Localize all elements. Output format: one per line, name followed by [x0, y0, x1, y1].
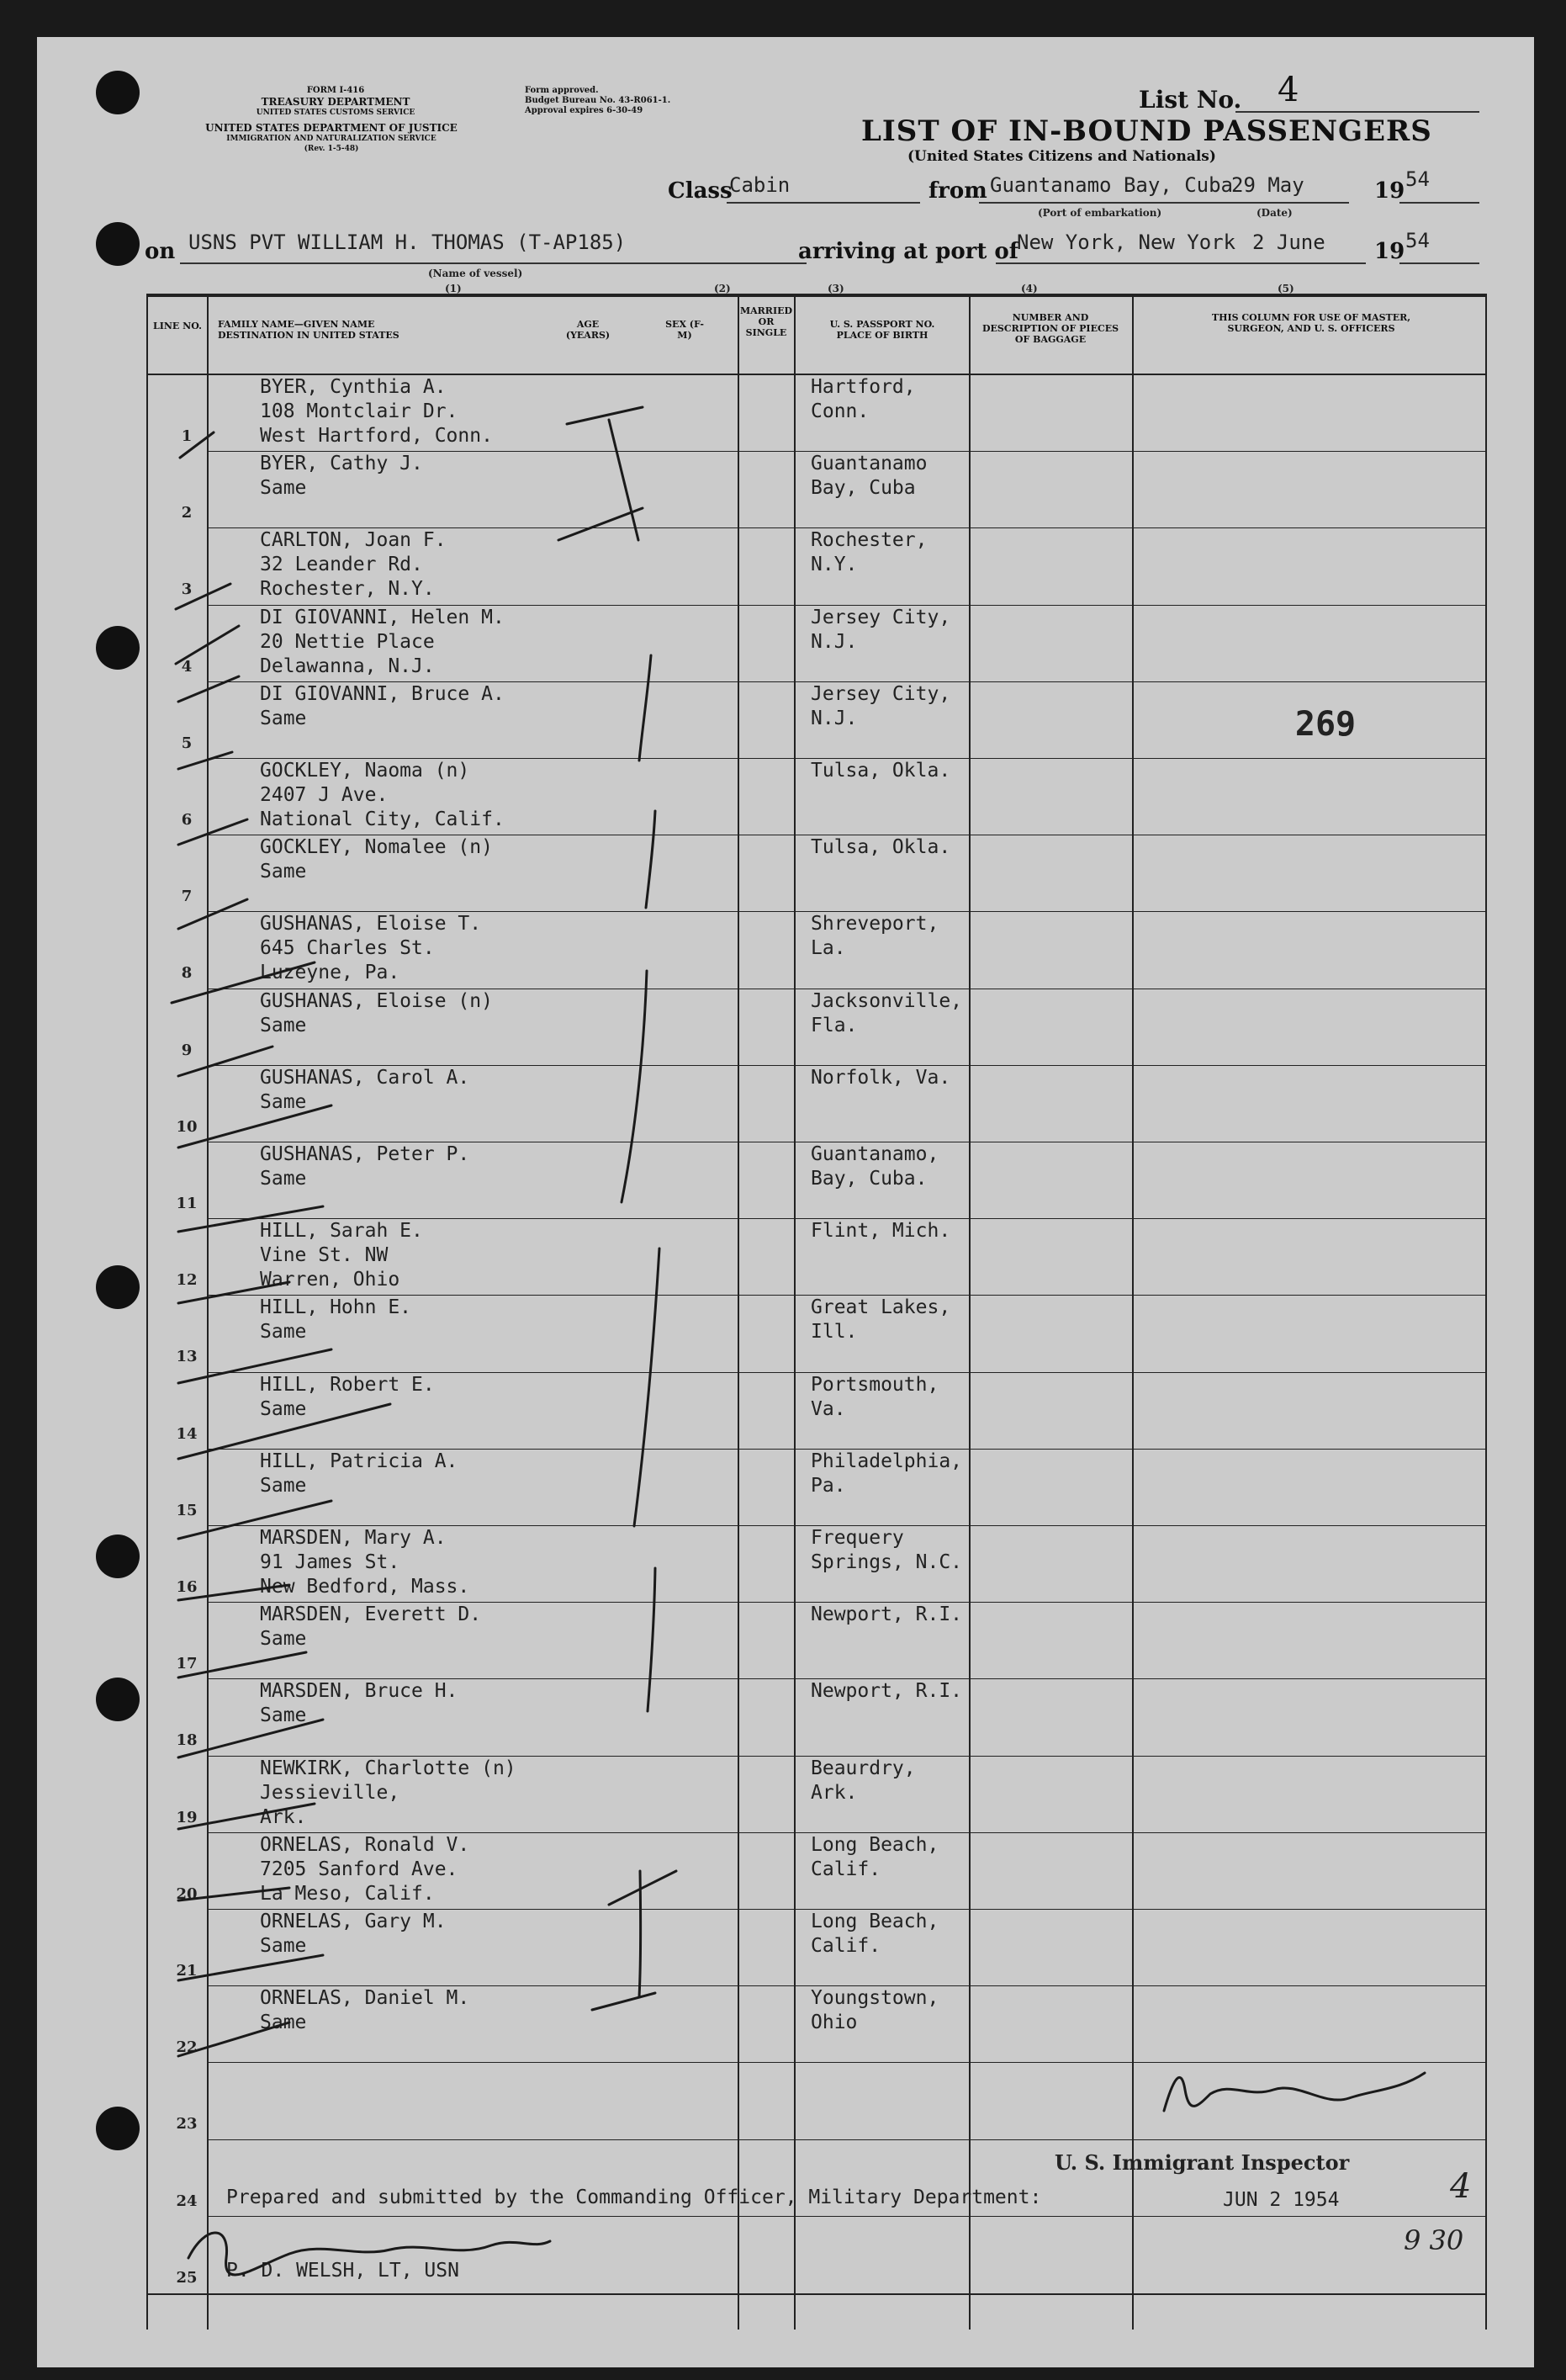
- place-of-birth: Jersey City, N.J.: [811, 606, 951, 653]
- passenger-name-destination: GUSHANAS, Peter P. Same: [260, 1143, 470, 1190]
- line-number: 7: [181, 888, 193, 906]
- header-married: MARRIED OR SINGLE: [739, 305, 793, 338]
- passenger-name-destination: GUSHANAS, Carol A. Same: [260, 1066, 470, 1113]
- justice-dept: UNITED STATES DEPARTMENT OF JUSTICE: [205, 122, 458, 134]
- place-of-birth: Beaurdry, Ark.: [811, 1757, 916, 1804]
- list-no-label: List No.: [1139, 86, 1242, 114]
- line-number: 1: [181, 427, 193, 445]
- place-of-birth: Newport, R.I.: [811, 1603, 963, 1626]
- passenger-name-destination: HILL, Patricia A. Same: [260, 1450, 458, 1497]
- line-number: 13: [176, 1348, 198, 1366]
- passenger-name-destination: HILL, Robert E. Same: [260, 1373, 435, 1420]
- line-number: 3: [181, 580, 193, 599]
- place-of-birth: Rochester, N.Y.: [811, 529, 928, 576]
- table-row: [146, 2217, 1486, 2293]
- place-of-birth: Newport, R.I.: [811, 1680, 963, 1703]
- header-line-no: LINE NO.: [153, 321, 202, 331]
- col-num-1: (1): [445, 283, 462, 294]
- line-number: 24: [176, 2192, 198, 2210]
- line-number: 5: [181, 734, 193, 752]
- vessel-underline: [180, 262, 807, 264]
- line-number: 12: [176, 1271, 198, 1290]
- place-of-birth: Tulsa, Okla.: [811, 836, 951, 859]
- header-baggage: NUMBER AND DESCRIPTION OF PIECES OF BAGGAGE: [981, 312, 1119, 345]
- place-of-birth: Flint, Mich.: [811, 1220, 951, 1243]
- list-no-value: 4: [1278, 71, 1299, 109]
- col-num-3: (3): [828, 283, 844, 294]
- place-of-birth: Tulsa, Okla.: [811, 760, 951, 782]
- class-value: Cabin: [729, 173, 791, 197]
- table-row: [146, 1757, 1486, 1833]
- place-of-birth: Norfolk, Va.: [811, 1066, 951, 1089]
- approval-2: Budget Bureau No. 43-R061-1.: [525, 96, 671, 105]
- table-row: [146, 1910, 1486, 1986]
- page-title: LIST OF IN-BOUND PASSENGERS: [861, 114, 1432, 148]
- passenger-name-destination: BYER, Cynthia A. 108 Montclair Dr. West Hartford, Conn.: [260, 376, 493, 447]
- line-number: 18: [176, 1731, 198, 1750]
- officer-name: P. D. WELSH, LT, USN: [226, 2260, 459, 2282]
- passenger-name-destination: MARSDEN, Mary A. 91 James St. New Bedford, Mass.: [260, 1527, 470, 1598]
- col-num-2: (2): [714, 283, 731, 294]
- table-row: [146, 912, 1486, 989]
- line-number: 16: [176, 1578, 198, 1596]
- stamp-date: JUN 2 1954: [1223, 2189, 1340, 2211]
- class-underline: [727, 202, 920, 204]
- header-sex: SEX (F-M): [665, 319, 704, 341]
- place-of-birth: Shreveport, La.: [811, 913, 939, 960]
- line-number: 4: [181, 657, 193, 676]
- place-of-birth: Jacksonville, Fla.: [811, 989, 963, 1036]
- table-row: [146, 1142, 1486, 1219]
- line-number: 23: [176, 2115, 198, 2134]
- form-number: FORM I-416: [306, 86, 365, 95]
- table-row: [146, 606, 1486, 682]
- from-date: 29 May: [1231, 173, 1304, 197]
- place-of-birth: Long Beach, Calif.: [811, 1833, 939, 1880]
- prepared-by: Prepared and submitted by the Commanding Officer, Military Department:: [226, 2187, 1042, 2208]
- passenger-name-destination: ORNELAS, Daniel M. Same: [260, 1987, 470, 2034]
- arrival-port: New York, New York: [1017, 231, 1236, 254]
- place-of-birth: Guantanamo, Bay, Cuba.: [811, 1143, 939, 1190]
- table-row: [146, 759, 1486, 835]
- from-label: from: [928, 178, 987, 204]
- year-value-2: 54: [1405, 229, 1430, 252]
- arrival-date: 2 June: [1252, 231, 1325, 254]
- line-number: 19: [176, 1808, 198, 1826]
- passenger-name-destination: GUSHANAS, Eloise T. 645 Charles St. Luzeyne, Pa.: [260, 913, 482, 984]
- inspector-label: U. S. Immigrant Inspector: [1055, 2150, 1350, 2175]
- from-underline: [979, 202, 1349, 204]
- treasury-dept: TREASURY DEPARTMENT: [261, 96, 410, 108]
- header-destination: DESTINATION IN UNITED STATES: [218, 330, 399, 341]
- year-underline-2: [1399, 262, 1479, 264]
- approval-3: Approval expires 6-30-49: [525, 106, 643, 115]
- passenger-name-destination: HILL, Sarah E. Vine St. NW Warren, Ohio: [260, 1220, 423, 1291]
- col-num-4: (4): [1021, 283, 1038, 294]
- passenger-name-destination: ORNELAS, Ronald V. 7205 Sanford Ave. La Meso, Calif.: [260, 1833, 470, 1905]
- table-row: [146, 1986, 1486, 2063]
- table-row: [146, 835, 1486, 912]
- from-value: Guantanamo Bay, Cuba: [990, 173, 1233, 197]
- place-of-birth: Long Beach, Calif.: [811, 1911, 939, 1957]
- header-family-name: FAMILY NAME—GIVEN NAME: [218, 319, 375, 330]
- table-row: [146, 989, 1486, 1066]
- date-caption: (Date): [1257, 207, 1293, 219]
- table-row: [146, 2063, 1486, 2139]
- place-of-birth: Portsmouth, Va.: [811, 1373, 939, 1420]
- table-row: [146, 1526, 1486, 1603]
- line-number: 14: [176, 1424, 198, 1443]
- table-row: [146, 1450, 1486, 1526]
- on-label: on: [145, 239, 176, 264]
- line-number: 20: [176, 1884, 198, 1903]
- header-age: AGE (YEARS): [565, 319, 611, 341]
- col-num-5: (5): [1278, 283, 1294, 294]
- year-underline-1: [1399, 202, 1479, 204]
- line-number: 8: [181, 964, 193, 983]
- document-page: [37, 37, 1534, 2367]
- table-row: [146, 1603, 1486, 1679]
- passenger-name-destination: MARSDEN, Bruce H. Same: [260, 1680, 458, 1727]
- passenger-name-destination: GOCKLEY, Naoma (n) 2407 J Ave. National City, Calif.: [260, 760, 505, 830]
- arriving-label: arriving at port of: [798, 239, 1018, 264]
- margin-note-2: 9 30: [1404, 2224, 1464, 2256]
- place-of-birth: Guantanamo Bay, Cuba: [811, 453, 928, 500]
- year-value-1: 54: [1405, 167, 1430, 191]
- passenger-name-destination: MARSDEN, Everett D. Same: [260, 1603, 482, 1651]
- passenger-table: [146, 294, 1486, 2330]
- page-subtitle: (United States Citizens and Nationals): [907, 148, 1216, 165]
- table-row: [146, 1679, 1486, 1756]
- place-of-birth: Hartford, Conn.: [811, 376, 916, 422]
- list-no-underline: [1235, 111, 1479, 113]
- table-row: [146, 1219, 1486, 1296]
- line-number: 2: [181, 504, 193, 522]
- line-number: 22: [176, 2038, 198, 2057]
- line-number: 11: [176, 1195, 198, 1212]
- header-passport: U. S. PASSPORT NO. PLACE OF BIRTH: [829, 319, 935, 341]
- line-number: 17: [176, 1655, 198, 1673]
- place-of-birth: Great Lakes, Ill.: [811, 1296, 951, 1344]
- header-officers: THIS COLUMN FOR USE OF MASTER, SURGEON, AND U. S. OFFICERS: [1211, 312, 1411, 334]
- port-caption: (Port of embarkation): [1038, 207, 1162, 219]
- passenger-name-destination: NEWKIRK, Charlotte (n) Jessieville, Ark.: [260, 1757, 516, 1828]
- vessel-caption: (Name of vessel): [428, 268, 523, 279]
- year-prefix-1: 19: [1374, 178, 1405, 204]
- vessel-name: USNS PVT WILLIAM H. THOMAS (T-AP185): [188, 231, 627, 254]
- line-number: 6: [181, 811, 193, 829]
- place-of-birth: Philadelphia, Pa.: [811, 1450, 963, 1497]
- line-number: 15: [176, 1501, 198, 1519]
- place-of-birth: Frequery Springs, N.C.: [811, 1527, 963, 1573]
- line-number: 9: [181, 1041, 193, 1059]
- line-number: 10: [176, 1117, 198, 1136]
- table-row: [146, 1066, 1486, 1142]
- table-row: [146, 1296, 1486, 1372]
- passenger-name-destination: GUSHANAS, Eloise (n) Same: [260, 989, 493, 1036]
- table-row: [146, 375, 1486, 452]
- passenger-name-destination: ORNELAS, Gary M. Same: [260, 1911, 447, 1957]
- class-label: Class: [668, 178, 733, 204]
- table-row: [146, 1833, 1486, 1910]
- passenger-name-destination: DI GIOVANNI, Bruce A. Same: [260, 682, 505, 729]
- approval-1: Form approved.: [525, 86, 599, 95]
- customs-service: UNITED STATES CUSTOMS SERVICE: [256, 109, 415, 117]
- officer-note: 269: [1294, 705, 1357, 744]
- place-of-birth: Youngstown, Ohio: [811, 1987, 939, 2034]
- passenger-name-destination: CARLTON, Joan F. 32 Leander Rd. Rochester, N.Y.: [260, 529, 447, 601]
- table-row: [146, 528, 1486, 605]
- ins-service: IMMIGRATION AND NATURALIZATION SERVICE: [226, 135, 436, 143]
- line-number: 21: [176, 1962, 198, 1980]
- passenger-name-destination: BYER, Cathy J. Same: [260, 453, 423, 500]
- passenger-name-destination: HILL, Hohn E. Same: [260, 1296, 412, 1344]
- place-of-birth: Jersey City, N.J.: [811, 682, 951, 729]
- passenger-name-destination: DI GIOVANNI, Helen M. 20 Nettie Place Delawanna, N.J.: [260, 606, 505, 677]
- line-number: 25: [176, 2268, 198, 2287]
- year-prefix-2: 19: [1374, 239, 1405, 264]
- table-row: [146, 1373, 1486, 1450]
- margin-note-1: 4: [1450, 2167, 1472, 2206]
- table-row: [146, 452, 1486, 528]
- revision: (Rev. 1-5-48): [304, 145, 359, 153]
- arrival-underline: [996, 262, 1366, 264]
- passenger-name-destination: GOCKLEY, Nomalee (n) Same: [260, 836, 493, 883]
